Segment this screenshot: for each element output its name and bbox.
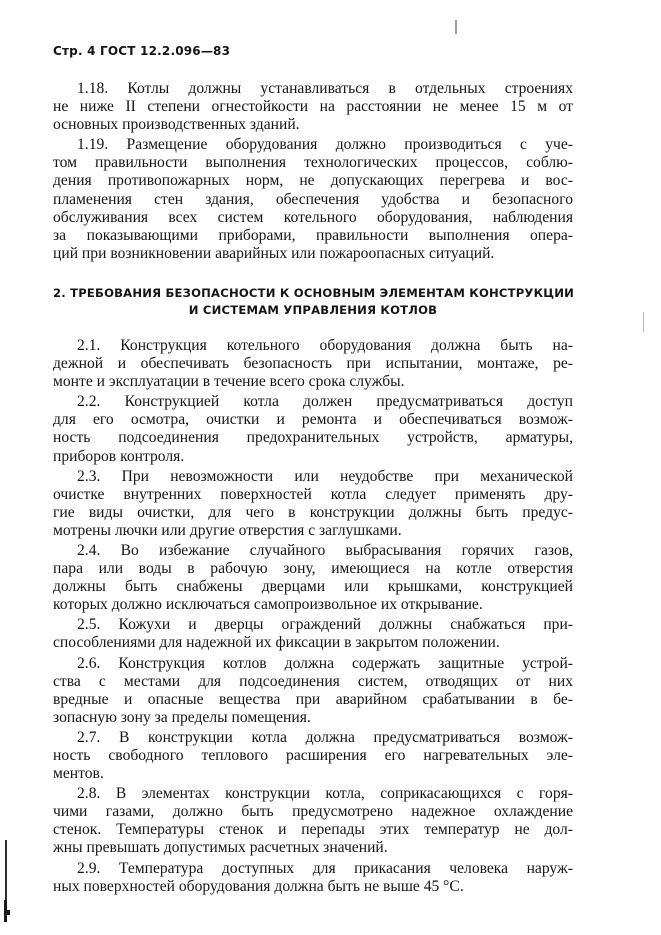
- paragraph-line: вредные и опасные вещества при аварийном срабатывании в бе-: [53, 690, 573, 708]
- paragraph-line: 2.4. Во избежание случайного выбрасывания горячих газов,: [77, 541, 573, 559]
- page-header: Стр. 4 ГОСТ 12.2.096—83: [53, 44, 231, 58]
- paragraph-line: пара или воды в рабочую зону, имеющиеся на котле отверстия: [53, 560, 573, 578]
- paragraph-line: основных производственных зданий.: [53, 116, 300, 134]
- paragraph-line: том правильности выполнения технологических процессов, соблю-: [53, 154, 573, 172]
- paragraph-line: ных поверхностей оборудования должна быть не выше 45 °С.: [53, 877, 464, 895]
- paragraph-line: пламенения стен здания, обеспечения удобства и безопасного: [53, 190, 573, 208]
- paragraph-line: мотрены лючки или другие отверстия с заглушками.: [53, 521, 402, 539]
- paragraph-line: ций при возникновении аварийных или пожароопасных ситуаций.: [53, 244, 495, 262]
- paragraph-line: 2.1. Конструкция котельного оборудования должна быть на-: [77, 336, 573, 354]
- paragraph-line: 2.6. Конструкция котлов должна содержать защитные устрой-: [77, 654, 573, 672]
- scan-artifact: [643, 312, 644, 332]
- paragraph: [53, 729, 573, 783]
- scan-artifact: [2, 840, 10, 930]
- paragraph: [53, 80, 573, 134]
- paragraph-line: чими газами, должно быть предусмотрено надежное охлаждение: [53, 803, 573, 821]
- paragraph-line: должны быть снабжены дверцами или крышками, конструкцией: [53, 578, 573, 596]
- paragraph-line: дежной и обеспечивать безопасность при испытании, монтаже, ре-: [53, 355, 573, 373]
- paragraph: [53, 785, 573, 857]
- scan-artifact: [455, 20, 457, 34]
- paragraph: [53, 468, 573, 540]
- paragraph-line: монте и эксплуатации в течение всего срока службы.: [53, 373, 405, 391]
- paragraph-line: 2.7. В конструкции котла должна предусматриваться возмож-: [77, 728, 573, 746]
- paragraph-line: приборов контроля.: [53, 447, 185, 465]
- paragraph: [53, 616, 573, 652]
- paragraph-line: зопасную зону за пределы помещения.: [53, 708, 311, 726]
- paragraph-line: гие виды очистки, для чего в конструкции должны быть предус-: [53, 503, 573, 521]
- paragraph-line: очистке внутренних поверхностей котла следует применять дру-: [53, 485, 573, 503]
- document-body: [53, 80, 573, 898]
- paragraph-line: 2.3. При невозможности или неудобстве при механической: [77, 467, 573, 485]
- paragraph-line: 2.8. В элементах конструкции котла, соприкасающихся с горя-: [77, 785, 573, 803]
- paragraph-line: 2.5. Кожухи и дверцы ограждений должны снабжаться при-: [77, 616, 573, 634]
- paragraphs-section: [53, 337, 573, 896]
- paragraph-line: стенок. Температуры стенок и перепады этих температур не дол-: [53, 821, 573, 839]
- paragraph-line: не ниже II степени огнестойкости на расстоянии не менее 15 м от: [53, 98, 573, 116]
- section-title-line: 2. ТРЕБОВАНИЯ БЕЗОПАСНОСТИ К ОСНОВНЫМ ЭЛЕМЕНТАМ КОНСТРУКЦИИ: [53, 285, 575, 300]
- paragraph-line: 2.9. Температура доступных для прикасания человека наруж-: [77, 859, 573, 877]
- paragraph: [53, 542, 573, 614]
- paragraphs-top: [53, 80, 573, 263]
- paragraph-line: ства с местами для подсоединения систем, отводящих от них: [53, 672, 573, 690]
- paragraph-line: ность свободного теплового расширения его нагревательных эле-: [53, 747, 573, 764]
- paragraph: [53, 136, 573, 263]
- paragraph-line: 1.19. Размещение оборудования должно производиться с уче-: [77, 136, 573, 154]
- section-title-line: И СИСТЕМАМ УПРАВЛЕНИЯ КОТЛОВ: [188, 302, 438, 317]
- paragraph: [53, 655, 573, 727]
- paragraph-line: для его осмотра, очистки и ремонта и обеспечиваться возмож-: [53, 411, 573, 429]
- paragraph-line: обслуживания всех систем котельного оборудования, наблюдения: [53, 208, 573, 226]
- paragraph: [53, 393, 573, 465]
- paragraph: [53, 860, 573, 896]
- paragraph-line: ментов.: [53, 765, 104, 783]
- paragraph-line: 1.18. Котлы должны устанавливаться в отдельных строениях: [77, 80, 573, 97]
- paragraph-line: 2.2. Конструкцией котла должен предусматриваться доступ: [77, 393, 573, 411]
- paragraph-line: жны превышать допустимых расчетных значений.: [53, 839, 388, 857]
- section-title: [53, 285, 573, 319]
- paragraph-line: ность подсоединения предохранительных устройств, арматуры,: [53, 429, 573, 447]
- paragraph-line: которых должно исключаться самопроизвольное их открывание.: [53, 596, 483, 614]
- paragraph-line: за показывающими приборами, правильности выполнения опера-: [53, 226, 573, 244]
- paragraph-line: способлениями для надежной их фиксации в закрытом положении.: [53, 634, 500, 652]
- paragraph: [53, 337, 573, 391]
- paragraph-line: дения противопожарных норм, не допускающих перегрева и вос-: [53, 172, 573, 190]
